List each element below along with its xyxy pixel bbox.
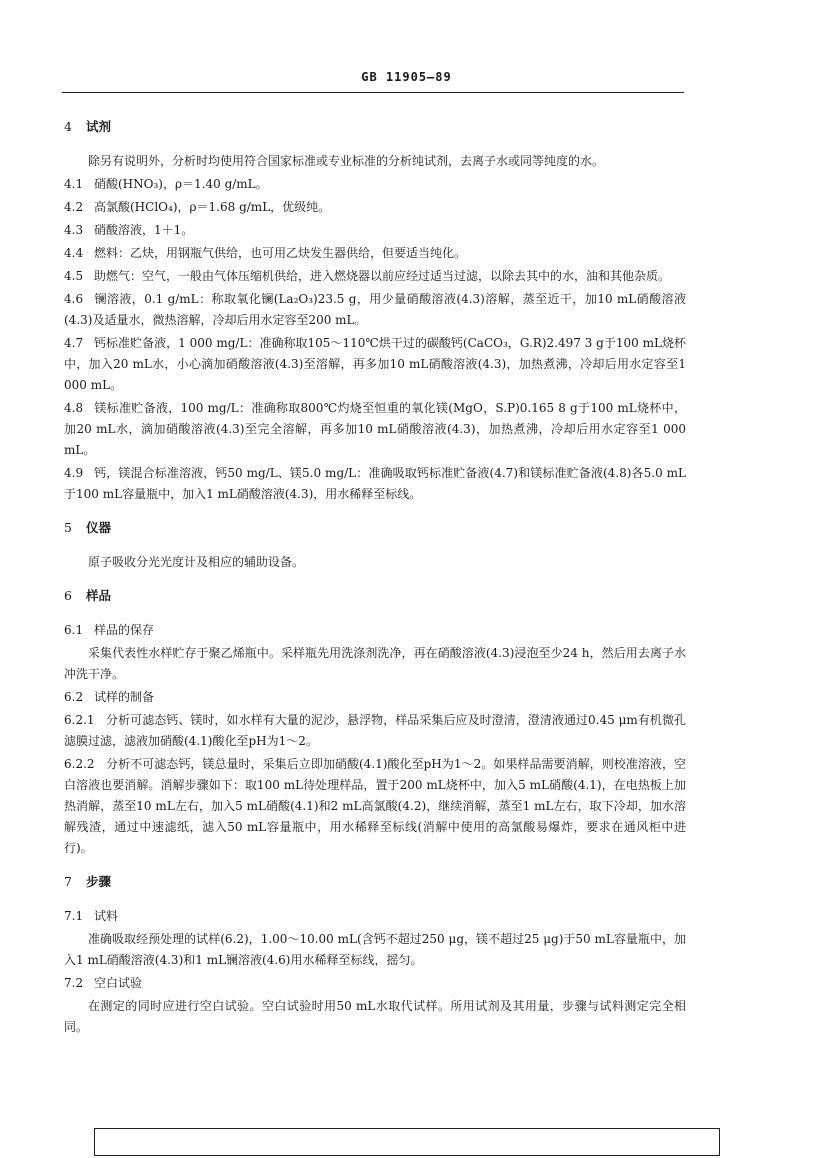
header-rule <box>62 92 684 93</box>
section-5-intro: 原子吸收分光光度计及相应的辅助设备。 <box>88 555 305 569</box>
item-text: 空白试验 <box>94 976 143 990</box>
subsection-6-2-2 <box>64 754 686 859</box>
item-text: 燃料：乙炔，用钢瓶气供给，也可用乙炔发生器供给，但要适当纯化。 <box>94 246 467 260</box>
section-6-heading <box>64 587 686 605</box>
section-title: 步骤 <box>86 874 112 889</box>
item-number: 4.2 <box>64 200 84 214</box>
item-text: 试料 <box>94 909 119 923</box>
item-text: 钙，镁混合标准溶液，钙50 mg/L、镁5.0 mg/L：准确吸取钙标准贮备液(4.7)和镁标准贮备液(4.8)各5.0 mL于100 mL容量瓶中，加入1 mL硝酸溶液(4.3)，用水稀释至标线。 <box>64 466 686 501</box>
subsection-6-1-text: 采集代表性水样贮存于聚乙烯瓶中。采样瓶先用洗涤剂洗净，再在硝酸溶液(4.3)浸泡至少24 h，然后用去离子水冲洗干净。 <box>64 646 686 681</box>
section-number: 4 <box>64 119 72 134</box>
item-number: 4.4 <box>64 246 84 260</box>
item-text: 试样的制备 <box>94 690 155 704</box>
section-7-heading <box>64 873 686 891</box>
item-number: 4.8 <box>64 401 84 415</box>
item-number: 7.2 <box>64 976 84 990</box>
footer-frame <box>94 1128 720 1156</box>
section-4-intro: 除另有说明外，分析时均使用符合国家标准或专业标准的分析纯试剂，去离子水或同等纯度的水。 <box>88 154 605 168</box>
item-number: 6.2 <box>64 690 84 704</box>
item-number: 4.7 <box>64 336 84 350</box>
subsection-6-2-1 <box>64 710 686 752</box>
item-text: 分析可滤态钙、镁时，如水样有大量的泥沙，悬浮物，样品采集后应及时澄清，澄清液通过0.45 μm有机微孔滤膜过滤，滤液加硝酸(4.1)酸化至pH为1～2。 <box>64 713 686 748</box>
reagent-item-4-7 <box>64 333 686 396</box>
section-number: 7 <box>64 874 72 889</box>
subsection-7-1-heading <box>64 906 686 927</box>
subsection-6-2-heading <box>64 687 686 708</box>
item-text: 硝酸溶液，1＋1。 <box>94 223 194 237</box>
item-text: 高氯酸(HClO₄)，ρ＝1.68 g/mL，优级纯。 <box>94 200 331 214</box>
section-number: 6 <box>64 588 72 603</box>
section-number: 5 <box>64 520 72 535</box>
item-number: 4.9 <box>64 466 84 480</box>
section-4-heading <box>64 118 686 136</box>
section-title: 样品 <box>86 588 112 603</box>
item-number: 4.3 <box>64 223 84 237</box>
reagent-item-4-2 <box>64 197 686 218</box>
reagent-item-4-9 <box>64 463 686 505</box>
item-number: 6.2.2 <box>64 757 95 771</box>
item-number: 4.6 <box>64 292 84 306</box>
reagent-item-4-3 <box>64 220 686 241</box>
item-number: 7.1 <box>64 909 84 923</box>
subsection-7-1-text: 准确吸取经预处理的试样(6.2)，1.00～10.00 mL(含钙不超过250 μg，镁不超过25 μg)于50 mL容量瓶中，加入1 mL硝酸溶液(4.3)和1 mL镧溶液(4.6)用水稀释至标线，摇匀。 <box>64 932 686 967</box>
item-text: 样品的保存 <box>94 623 155 637</box>
section-title: 仪器 <box>86 520 112 535</box>
item-text: 镁标准贮备液，100 mg/L：准确称取800℃灼烧至恒重的氧化镁(MgO，S.P)0.165 8 g于100 mL烧杯中，加20 mL水，滴加硝酸溶液(4.3)至完全溶解，再多加10 mL硝酸溶液(4.3)，加热煮沸，冷却后用水定容至1 000 mL。 <box>64 401 686 457</box>
document-body <box>64 118 686 1040</box>
item-number: 6.2.1 <box>64 713 95 727</box>
subsection-7-2-text: 在测定的同时应进行空白试验。空白试验时用50 mL水取代试样。所用试剂及其用量，步骤与试料测定完全相同。 <box>64 999 686 1034</box>
item-text: 镧溶液，0.1 g/mL：称取氧化镧(La₂O₃)23.5 g，用少量硝酸溶液(4.3)溶解，蒸至近干，加10 mL硝酸溶液(4.3)及适量水，微热溶解，冷却后用水定容至200 mL。 <box>64 292 686 327</box>
item-number: 6.1 <box>64 623 84 637</box>
item-text: 助燃气：空气，一般由气体压缩机供给，进入燃烧器以前应经过适当过滤，以除去其中的水，油和其他杂质。 <box>94 269 671 283</box>
subsection-7-2-heading <box>64 973 686 994</box>
section-5-heading <box>64 519 686 537</box>
item-text: 钙标准贮备液，1 000 mg/L：准确称取105～110℃烘干过的碳酸钙(CaCO₃，G.R)2.497 3 g于100 mL烧杯中，加入20 mL水，小心滴加硝酸溶液(4.3)至溶解，再多加10 mL硝酸溶液(4.3)，加热煮沸，冷却后用水定容至1 000 mL。 <box>64 336 686 392</box>
reagent-item-4-4 <box>64 243 686 264</box>
item-text: 硝酸(HNO₃)，ρ＝1.40 g/mL。 <box>94 177 268 191</box>
reagent-item-4-1 <box>64 174 686 195</box>
section-title: 试剂 <box>86 119 112 134</box>
item-number: 4.5 <box>64 269 84 283</box>
item-number: 4.1 <box>64 177 84 191</box>
standard-code-header: GB 11905—89 <box>361 70 452 84</box>
reagent-item-4-6 <box>64 289 686 331</box>
item-text: 分析不可滤态钙，镁总量时，采集后立即加硝酸(4.1)酸化至pH为1～2。如果样品需要消解，则校准溶液，空白溶液也要消解。消解步骤如下：取100 mL待处理样品，置于200 mL烧杯中，加入5 mL硝酸(4.1)，在电热板上加热消解，蒸至10 mL左右，加入5 mL硝酸(4.1)和2 mL高氯酸(4.2)，继续消解，蒸至1 mL左右，取下冷却，加水溶解残渣，通过中速滤纸，滤入50 mL容量瓶中，用水稀释至标线(消解中使用的高氯酸易爆炸，要求在通风柜中进行)。 <box>64 757 686 855</box>
reagent-item-4-8 <box>64 398 686 461</box>
subsection-6-1-heading <box>64 620 686 641</box>
reagent-item-4-5 <box>64 266 686 287</box>
